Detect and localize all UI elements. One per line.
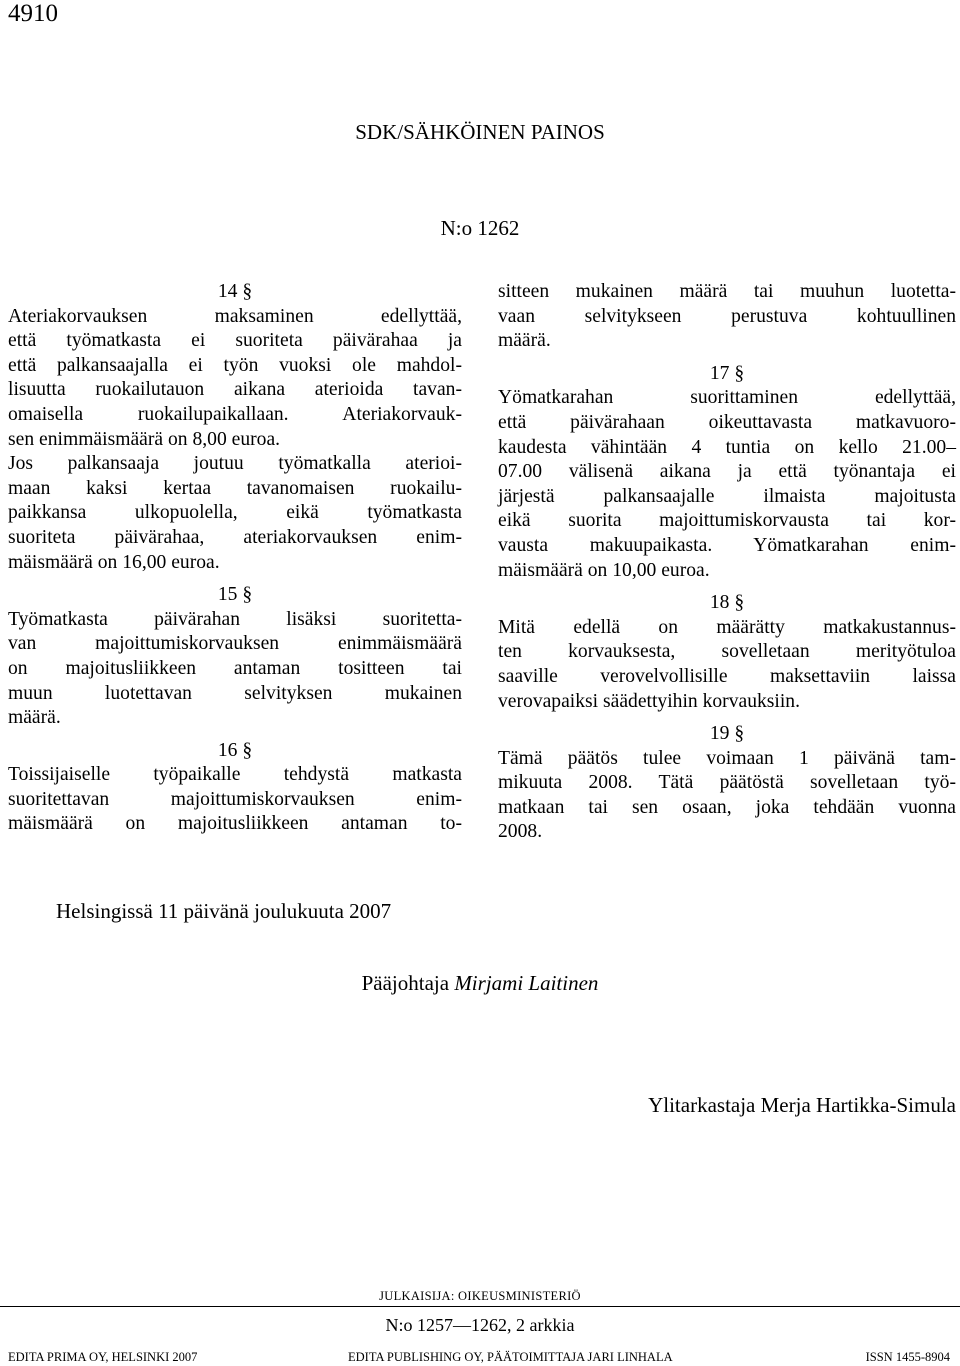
footer-editor: EDITA PUBLISHING OY, PÄÄTOIMITTAJA JARI LINHALA (348, 1350, 673, 1364)
section-16-continued-text (498, 280, 956, 354)
text-line: 2008. (498, 821, 543, 843)
text-line: mäismäärä on 16,00 euroa. (8, 551, 220, 573)
left-column (8, 280, 462, 837)
text-line: 07.00 välisenä aikana ja että työnantaja ei (498, 461, 956, 483)
text-line: suoriteta päivärahaa, ateriakorvauksen enim- (8, 526, 462, 548)
issue-number: N:o 1262 (440, 216, 520, 240)
text-line: Ateriakorvauksen maksaminen edellyttää, (8, 305, 462, 327)
text-line: mikuuta 2008. Tätä päätöstä sovelletaan työ- (498, 772, 956, 794)
footer-issn: ISSN 1455-8904 (865, 1350, 950, 1364)
text-line: saaville verovelvollisille maksettaviin laissa (498, 665, 956, 687)
text-line: Tämä päätös tulee voimaan 1 päivänä tam- (498, 747, 956, 769)
text-line: eikä suorita majoittumiskorvausta tai kor- (498, 510, 956, 532)
section-16-text (8, 763, 462, 837)
signature-director-general (0, 970, 960, 996)
text-line: Yömatkarahan suorittaminen edellyttää, (498, 387, 956, 409)
text-line: ten korvauksesta, sovelletaan merityötuloa (498, 641, 956, 663)
section-15-text (8, 608, 462, 731)
header-title: SDK/SÄHKÖINEN PAINOS (355, 120, 605, 144)
text-line: van majoittumiskorvauksen enimmäismäärä (8, 633, 462, 655)
text-line: Jos palkansaaja joutuu työmatkalla aterioi- (8, 453, 462, 475)
signer1-name: Mirjami Laitinen (454, 971, 599, 995)
issue-range: N:o 1257—1262, 2 arkkia (385, 1315, 575, 1335)
section-18-text (498, 616, 956, 714)
text-line: Työmatkasta päivärahan lisäksi suoritetta- (8, 608, 462, 630)
text-line: paikkansa ulkopuolella, eikä työmatkasta (8, 502, 462, 524)
section-15-heading: 15 § (217, 584, 253, 606)
section-18-heading: 18 § (709, 592, 745, 614)
text-line: että päivärahaan oikeuttavasta matkavuoro- (498, 411, 956, 433)
text-line: että työmatkasta ei suoriteta päivärahaa ja (8, 330, 462, 352)
text-line: vausta makuupaikasta. Yömatkarahan enim- (498, 534, 956, 556)
text-line: mäismäärä on 10,00 euroa. (498, 559, 710, 581)
section-19-text (498, 747, 956, 845)
section-16-heading: 16 § (217, 739, 253, 761)
text-line: muun luotettavan selvityksen mukainen (8, 682, 462, 704)
text-line: matkaan tai sen osaan, joka tehdään vuonna (498, 796, 956, 818)
text-line: verovapaiksi säädettyihin korvauksiin. (498, 690, 801, 712)
section-17-heading: 17 § (709, 362, 745, 384)
signature-inspector: Ylitarkastaja Merja Hartikka-Simula (648, 1093, 956, 1117)
text-line: Toissijaiselle työpaikalle tehdystä matkasta (8, 764, 462, 786)
text-line: määrä. (8, 707, 61, 729)
text-line: lisuutta ruokailutauon aikana aterioida tavan- (8, 379, 462, 401)
text-line: suoritettavan majoittumiskorvauksen enim- (8, 788, 462, 810)
right-column (498, 280, 956, 845)
text-line: että palkansaajalla ei työn vuoksi ole mahdol- (8, 354, 462, 376)
text-line: sitteen mukainen määrä tai muuhun luotetta- (498, 281, 956, 302)
section-19-heading: 19 § (709, 723, 745, 745)
text-line: Mitä edellä on määrätty matkakustannus- (498, 616, 956, 638)
footer-printer: EDITA PRIMA OY, HELSINKI 2007 (8, 1350, 198, 1364)
text-line: vaan selvitykseen perustuva kohtuullinen (498, 305, 956, 327)
text-line: omaisella ruokailupaikallaan. Ateriakorvauk- (8, 403, 462, 425)
signer1-title: Pääjohtaja (361, 971, 450, 995)
page-number: 4910 (8, 0, 58, 27)
text-line: määrä. (498, 330, 551, 352)
section-14-text (8, 305, 462, 576)
text-line: järjestä palkansaajalle ilmaista majoitusta (498, 485, 956, 507)
place-and-date: Helsingissä 11 päivänä joulukuuta 2007 (56, 899, 392, 923)
text-line: kaudesta vähintään 4 tuntia on kello 21.00– (498, 436, 956, 458)
publisher-line: JULKAISIJA: OIKEUSMINISTERIÖ (379, 1289, 581, 1303)
section-14-heading: 14 § (217, 281, 253, 302)
section-17-text (498, 386, 956, 583)
text-line: sen enimmäismäärä on 8,00 euroa. (8, 428, 281, 450)
text-line: maan kaksi kertaa tavanomaisen ruokailu- (8, 477, 462, 499)
text-line: on majoitusliikkeen antaman tositteen tai (8, 657, 462, 679)
footer-divider (0, 1306, 960, 1307)
text-line: mäismäärä on majoitusliikkeen antaman to- (8, 813, 462, 835)
